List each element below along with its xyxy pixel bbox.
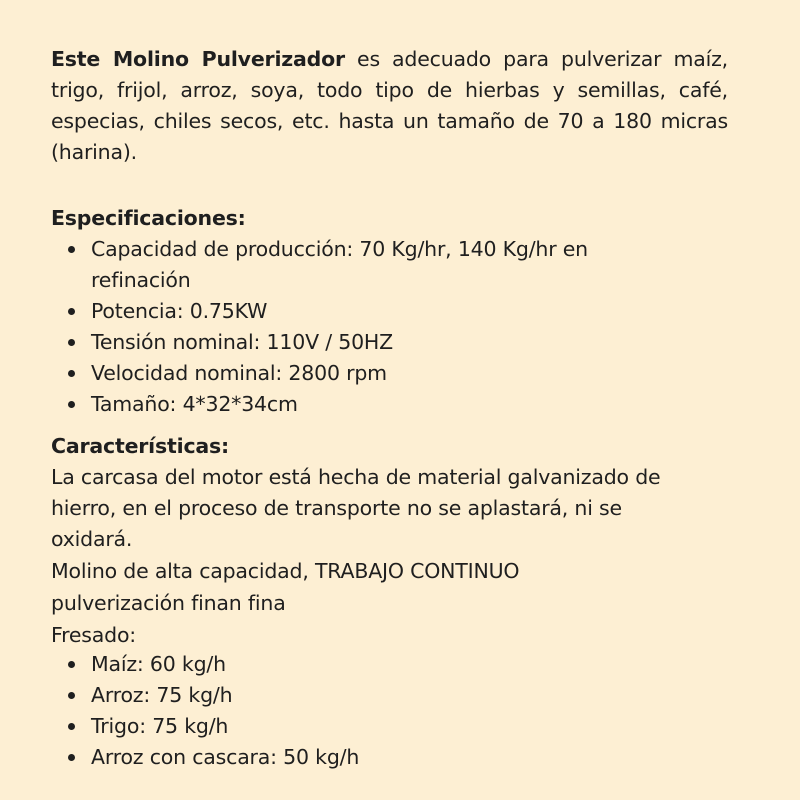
intro-text: es adecuado para pulverizar maíz, trigo, frijol, arroz, soya, todo tipo de hierbas y semillas, café, especias, chiles secos, etc. hasta un tamaño de 70 a 180 micras (harina). (51, 47, 728, 164)
list-item: Trigo: 75 kg/h (51, 711, 651, 742)
list-item: Potencia: 0.75KW (51, 296, 651, 327)
list-item: Velocidad nominal: 2800 rpm (51, 358, 651, 389)
features-text-line: pulverización finan fina (51, 591, 286, 615)
features-text-line: oxidará. (51, 527, 133, 551)
features-text-line: La carcasa del motor está hecha de material galvanizado de (51, 465, 661, 489)
features-text-line: Fresado: (51, 623, 136, 647)
list-item: Tamaño: 4*32*34cm (51, 389, 651, 420)
list-item: Arroz: 75 kg/h (51, 680, 651, 711)
product-name: Este Molino Pulverizador (51, 47, 345, 71)
milling-list (51, 649, 651, 773)
list-item: Maíz: 60 kg/h (51, 649, 651, 680)
specs-heading: Especificaciones: (51, 206, 246, 230)
features-text-line: hierro, en el proceso de transporte no se aplastará, ni se (51, 496, 622, 520)
list-item: Arroz con cascara: 50 kg/h (51, 742, 651, 773)
features-heading: Características: (51, 434, 230, 458)
features-text-line: Molino de alta capacidad, TRABAJO CONTINUO (51, 559, 520, 583)
intro-paragraph (51, 44, 728, 168)
list-item: Capacidad de producción: 70 Kg/hr, 140 Kg/hr en refinación (51, 234, 611, 296)
specs-list (51, 234, 651, 420)
list-item: Tensión nominal: 110V / 50HZ (51, 327, 651, 358)
